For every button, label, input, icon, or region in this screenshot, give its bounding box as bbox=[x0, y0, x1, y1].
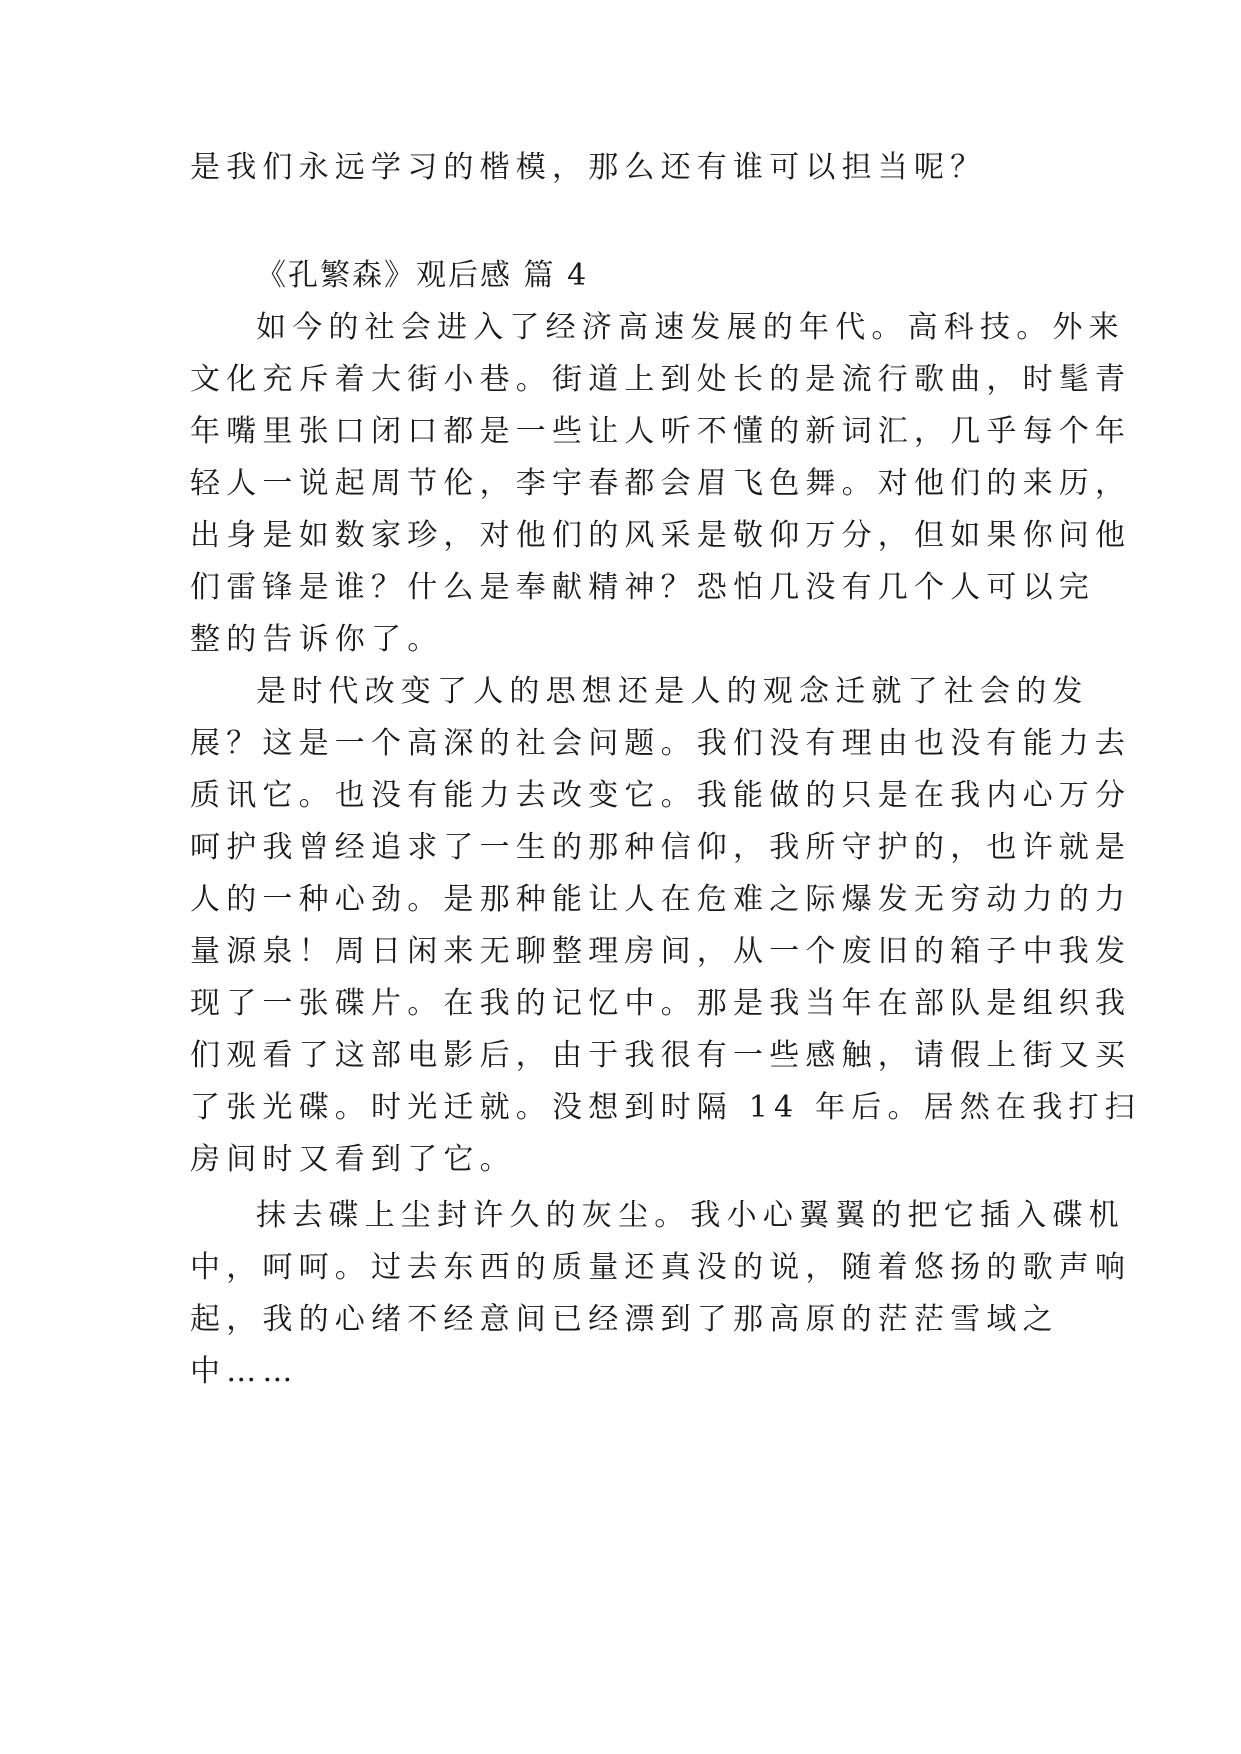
paragraph-1-line-4: 轻人一说起周节伦，李宇春都会眉飞色舞。对他们的来历， bbox=[190, 466, 1132, 501]
paragraph-3-line-1: 抹去碟上尘封许久的灰尘。我小心翼翼的把它插入碟机 bbox=[256, 1198, 1125, 1233]
paragraph-2-line-10: 房间时又看到了它。 bbox=[190, 1142, 516, 1177]
paragraph-1-line-2: 文化充斥着大街小巷。街道上到处长的是流行歌曲，时髦青 bbox=[190, 362, 1132, 397]
paragraph-2-line-4: 呵护我曾经追求了一生的那种信仰，我所守护的，也许就是 bbox=[190, 830, 1132, 865]
paragraph-2-line-8: 们观看了这部电影后，由于我很有一些感触，请假上街又买 bbox=[190, 1038, 1132, 1073]
paragraph-2-line-9: 了张光碟。时光迁就。没想到时隔 14 年后。居然在我打扫 bbox=[190, 1090, 1141, 1125]
paragraph-1-line-7: 整的告诉你了。 bbox=[190, 622, 444, 657]
paragraph-1-line-1: 如今的社会进入了经济高速发展的年代。高科技。外来 bbox=[256, 310, 1125, 345]
paragraph-3-line-3: 起，我的心绪不经意间已经漂到了那高原的茫茫雪域之 bbox=[190, 1302, 1059, 1337]
section-title: 《孔繁森》观后感 篇 4 bbox=[256, 258, 589, 293]
paragraph-2-line-3: 质讯它。也没有能力去改变它。我能做的只是在我内心万分 bbox=[190, 778, 1132, 813]
paragraph-2-line-6: 量源泉！周日闲来无聊整理房间，从一个废旧的箱子中我发 bbox=[190, 934, 1132, 969]
paragraph-3-line-2: 中，呵呵。过去东西的质量还真没的说，随着悠扬的歌声响 bbox=[190, 1250, 1132, 1285]
continuation-line: 是我们永远学习的楷模，那么还有谁可以担当呢？ bbox=[190, 150, 987, 185]
paragraph-3-line-4: 中…… bbox=[190, 1354, 299, 1389]
paragraph-1-line-3: 年嘴里张口闭口都是一些让人听不懂的新词汇，几乎每个年 bbox=[190, 414, 1132, 449]
paragraph-1-line-5: 出身是如数家珍，对他们的风采是敬仰万分，但如果你问他 bbox=[190, 518, 1132, 553]
paragraph-2-line-7: 现了一张碟片。在我的记忆中。那是我当年在部队是组织我 bbox=[190, 986, 1132, 1021]
paragraph-2-line-2: 展？这是一个高深的社会问题。我们没有理由也没有能力去 bbox=[190, 726, 1132, 761]
paragraph-2-line-5: 人的一种心劲。是那种能让人在危难之际爆发无穷动力的力 bbox=[190, 882, 1132, 917]
paragraph-2-line-1: 是时代改变了人的思想还是人的观念迁就了社会的发 bbox=[256, 674, 1089, 709]
paragraph-1-line-6: 们雷锋是谁？什么是奉献精神？恐怕几没有几个人可以完 bbox=[190, 570, 1095, 605]
